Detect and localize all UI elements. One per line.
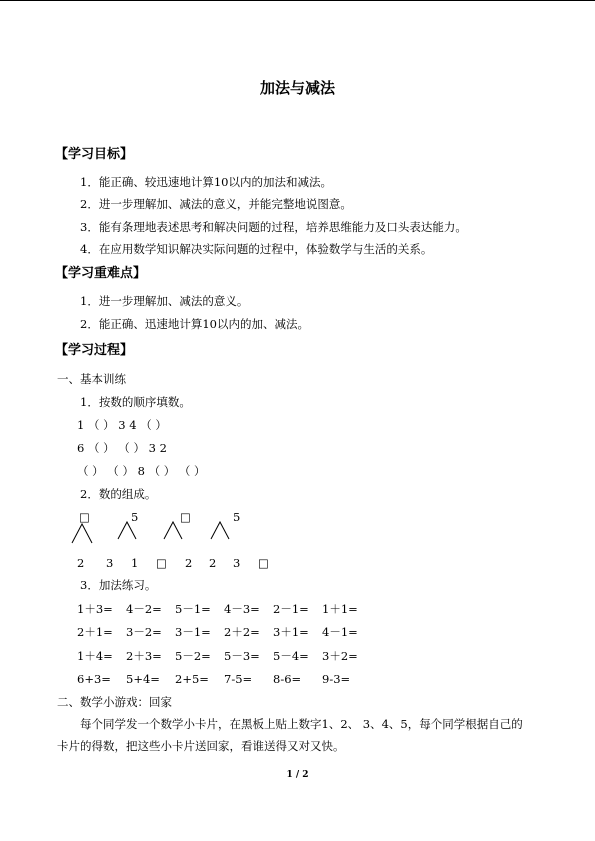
composition-bottom-6: 2 [209,556,217,570]
goal-item-4: 4．在应用数学知识解决实际问题的过程中，体验数学与生活的关系。 [80,242,433,256]
q3-cell: 3＋2= [322,649,358,663]
q3-cell: 5－3= [224,649,260,663]
page-title: 加法与减法 [259,79,335,97]
q1-row-1: 1 （ ） 3 4 （ ） [77,418,167,432]
q3-cell: 5+4= [126,672,160,686]
q3-cell: 5－1= [175,602,211,616]
page-top-rule [0,0,595,1]
q1-row-3: （ ） （ ） 8 （ ） （ ） [77,464,206,478]
q3-cell: 3－1= [175,625,211,639]
section-heading-keypoints: 【学习重难点】 [55,266,147,281]
q3-cell: 9-3= [322,672,351,686]
composition-branch-1 [70,522,94,544]
composition-branch-3 [162,520,184,540]
composition-bottom-7: 3 [233,556,241,570]
composition-branch-2 [116,520,138,540]
q3-label: 3．加法练习。 [80,578,157,592]
q3-cell: 4－1= [322,625,358,639]
goal-item-2: 2．进一步理解加、减法的意义，并能完整地说图意。 [80,197,352,211]
section-heading-process: 【学习过程】 [55,343,134,358]
composition-bottom-1: 2 [77,556,85,570]
q3-cell: 3＋1= [273,625,309,639]
composition-bottom-2: 3 [106,556,114,570]
q3-cell: 2+5= [175,672,209,686]
q3-cell: 7-5= [224,672,253,686]
keypoint-item-1: 1．进一步理解加、减法的意义。 [80,294,249,308]
q3-cell: 2＋2= [224,625,260,639]
q3-cell: 5－2= [175,649,211,663]
q3-cell: 8-6= [273,672,302,686]
composition-top-2: 5 [131,510,139,524]
q3-cell: 1＋3= [77,602,113,616]
q3-cell: 2－1= [273,602,309,616]
goal-item-3: 3．能有条理地表述思考和解决问题的过程，培养思维能力及口头表达能力。 [80,220,467,234]
section-heading-goals: 【学习目标】 [55,147,134,162]
composition-bottom-5: 2 [185,556,193,570]
q3-cell: 3－2= [126,625,162,639]
q3-cell: 4－3= [224,602,260,616]
part2-paragraph-line-2: 卡片的得数，把这些小卡片送回家，看谁送得又对又快。 [57,739,345,753]
q3-cell: 6+3= [77,672,111,686]
q2-label: 2．数的组成。 [80,487,157,501]
q3-cell: 1＋1= [322,602,358,616]
q3-cell: 2＋1= [77,625,113,639]
q1-label: 1．按数的顺序填数。 [80,395,191,409]
q3-cell: 5－4= [273,649,309,663]
composition-top-3: □ [180,510,191,524]
composition-top-1: □ [79,510,90,524]
part2-title: 二、数学小游戏：回家 [57,695,172,709]
goal-item-1: 1．能正确、较迅速地计算10以内的加法和减法。 [80,175,332,189]
q3-cell: 2＋3= [126,649,162,663]
part2-paragraph-line-1: 每个同学发一个数学小卡片，在黑板上贴上数字1、2、 3、4、5，每个同学根据自己的 [80,717,523,731]
composition-branch-4 [209,520,231,540]
composition-bottom-8: □ [258,556,269,570]
keypoint-item-2: 2．能正确、迅速地计算10以内的加、减法。 [80,317,309,331]
part1-title: 一、基本训练 [57,372,126,386]
composition-bottom-3: 1 [131,556,139,570]
q1-row-2: 6 （ ） （ ） 3 2 [77,441,167,455]
q3-cell: 4－2= [126,602,162,616]
composition-top-4: 5 [233,510,241,524]
page-number: 1 / 2 [286,770,309,780]
q3-cell: 1＋4= [77,649,113,663]
composition-bottom-4: □ [156,556,167,570]
